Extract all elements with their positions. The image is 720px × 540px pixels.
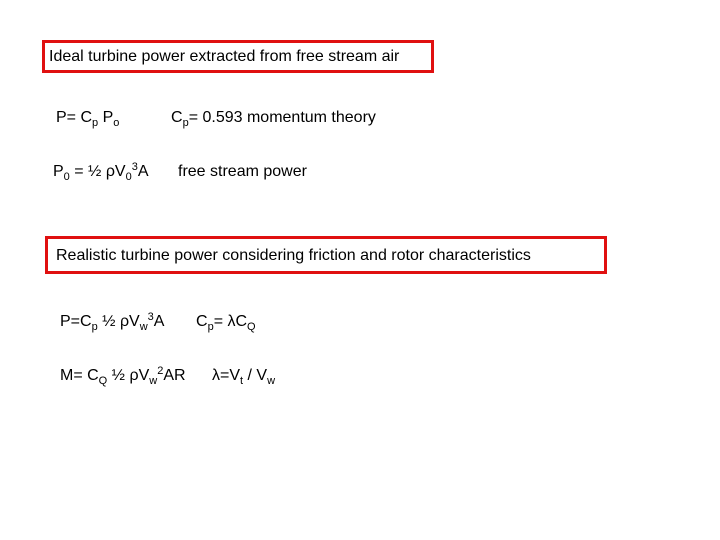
realistic-power-heading: [45, 236, 607, 274]
eq4-sup: 2: [157, 365, 164, 377]
eq3b-sub-q: Q: [247, 321, 256, 333]
eq1-sub2: o: [113, 117, 120, 129]
realistic-power-equation: [60, 312, 164, 332]
ideal-power-heading: [42, 40, 434, 73]
torque-equation: [60, 366, 186, 386]
eq2-sup: 3: [131, 161, 138, 173]
eq1-lhs: P= C: [56, 109, 93, 126]
eq1b-rest: = 0.593 momentum theory: [188, 109, 376, 126]
eq2-sub-v: 0: [125, 171, 132, 183]
eq3-mid: ½ ρV: [97, 313, 140, 330]
power-torque-coefficient-equation: [196, 312, 256, 332]
eq4b-mid: / V: [243, 367, 268, 384]
eq4-mid: ½ ρV: [107, 367, 150, 384]
eq2-p: P: [53, 163, 64, 180]
eq1b-c: C: [171, 109, 183, 126]
eq4-sub-w: w: [149, 375, 158, 387]
eq3-sub-w: w: [139, 321, 148, 333]
eq2-area: A: [137, 163, 149, 180]
eq3-lhs: P=C: [60, 313, 92, 330]
ideal-power-heading-text: Ideal turbine power extracted from free stream air: [49, 48, 400, 65]
eq1-sub: p: [92, 117, 99, 129]
eq4b-sub: t: [240, 375, 244, 387]
eq3-sub: p: [91, 321, 98, 333]
eq4-lhs: M= C: [60, 367, 99, 384]
eq2-sub: 0: [63, 171, 70, 183]
eq4b-sub-w: w: [267, 375, 276, 387]
eq3b-c: C: [196, 313, 208, 330]
eq3-sup: 3: [147, 311, 154, 323]
eq4b-lhs: λ=V: [212, 367, 241, 384]
realistic-power-heading-text: Realistic turbine power considering friction and rotor characteristics: [56, 247, 531, 264]
eq2-mid: = ½ ρV: [69, 163, 126, 180]
eq3b-sub: p: [207, 321, 214, 333]
power-coefficient-equation: [56, 108, 119, 128]
eq1b-sub: p: [182, 117, 189, 129]
betz-limit-equation: [171, 108, 376, 128]
free-stream-power-label: [178, 162, 307, 182]
eq1-p0: P: [98, 109, 114, 126]
eq3b-mid: = λC: [213, 313, 248, 330]
tip-speed-ratio-equation: [212, 366, 275, 386]
eq4-sub: Q: [98, 375, 108, 387]
eq3-area: A: [153, 313, 165, 330]
eq4-ar: AR: [163, 367, 186, 384]
free-stream-power-label-text: free stream power: [178, 163, 307, 180]
free-stream-power-equation: [53, 162, 149, 182]
